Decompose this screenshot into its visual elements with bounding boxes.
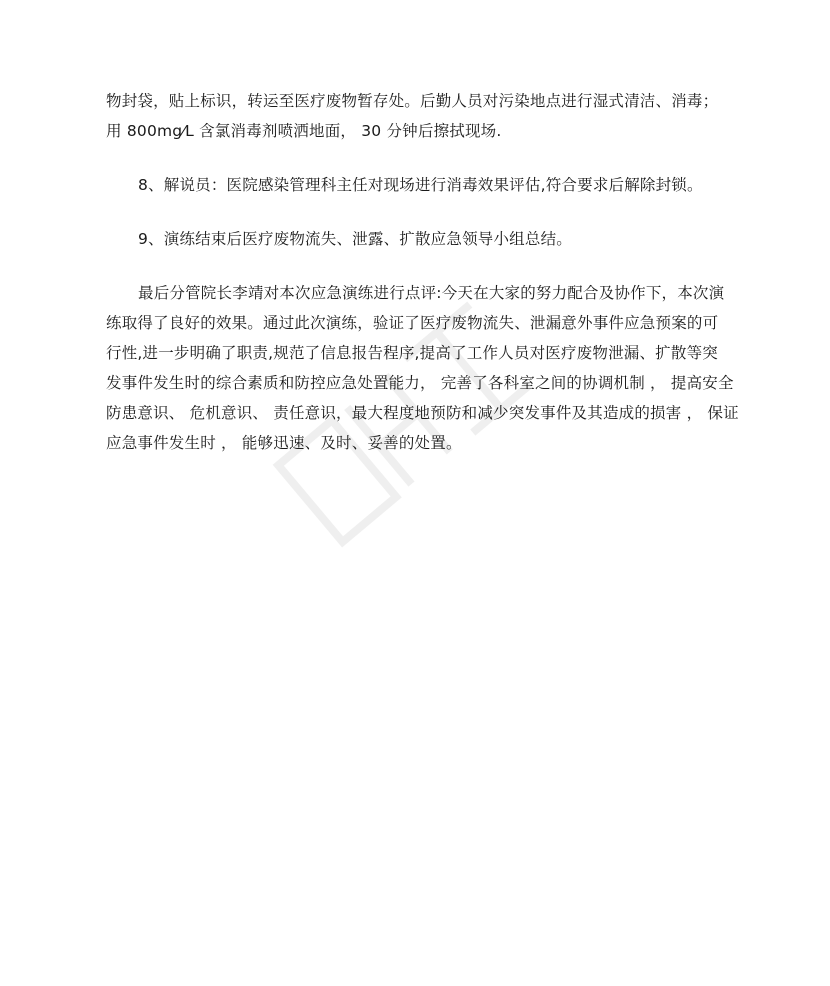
text-line: 用 800mg⁄L 含氯消毒剂喷洒地面， 30 分钟后擦拭现场.	[106, 122, 502, 140]
text-line: 发事件发生时的综合素质和防控应急处置能力， 完善了各科室之间的协调机制 ， 提高安全	[106, 374, 734, 392]
paragraph-review	[106, 278, 739, 458]
paragraph-step-8	[106, 170, 730, 200]
text-line: 物封袋，贴上标识，转运至医疗废物暂存处。后勤人员对污染地点进行湿式清洁、消毒；	[106, 92, 719, 110]
document-body	[106, 86, 739, 458]
text-line: 行性,进一步明确了职责,规范了信息报告程序,提高了工作人员对医疗废物泄漏、扩散等突	[106, 344, 718, 362]
text-line: 最后分管院长李靖对本次应急演练进行点评:今天在大家的努力配合及协作下，本次演	[138, 284, 725, 302]
text-line: 练取得了良好的效果。通过此次演练，验证了医疗废物流失、泄漏意外事件应急预案的可	[106, 314, 719, 332]
paragraph-disposal	[106, 86, 730, 146]
paragraph-step-9	[106, 224, 730, 254]
text-line: 9、演练结束后医疗废物流失、泄露、扩散应急领导小组总结。	[138, 230, 572, 248]
text-line: 应急事件发生时 ， 能够迅速、及时、妥善的处置。	[106, 434, 462, 452]
text-line: 防患意识、 危机意识、 责任意识，最大程度地预防和减少突发事件及其造成的损害 ， 保证	[106, 404, 739, 422]
text-line: 8、解说员：医院感染管理科主任对现场进行消毒效果评估,符合要求后解除封锁。	[138, 176, 703, 194]
